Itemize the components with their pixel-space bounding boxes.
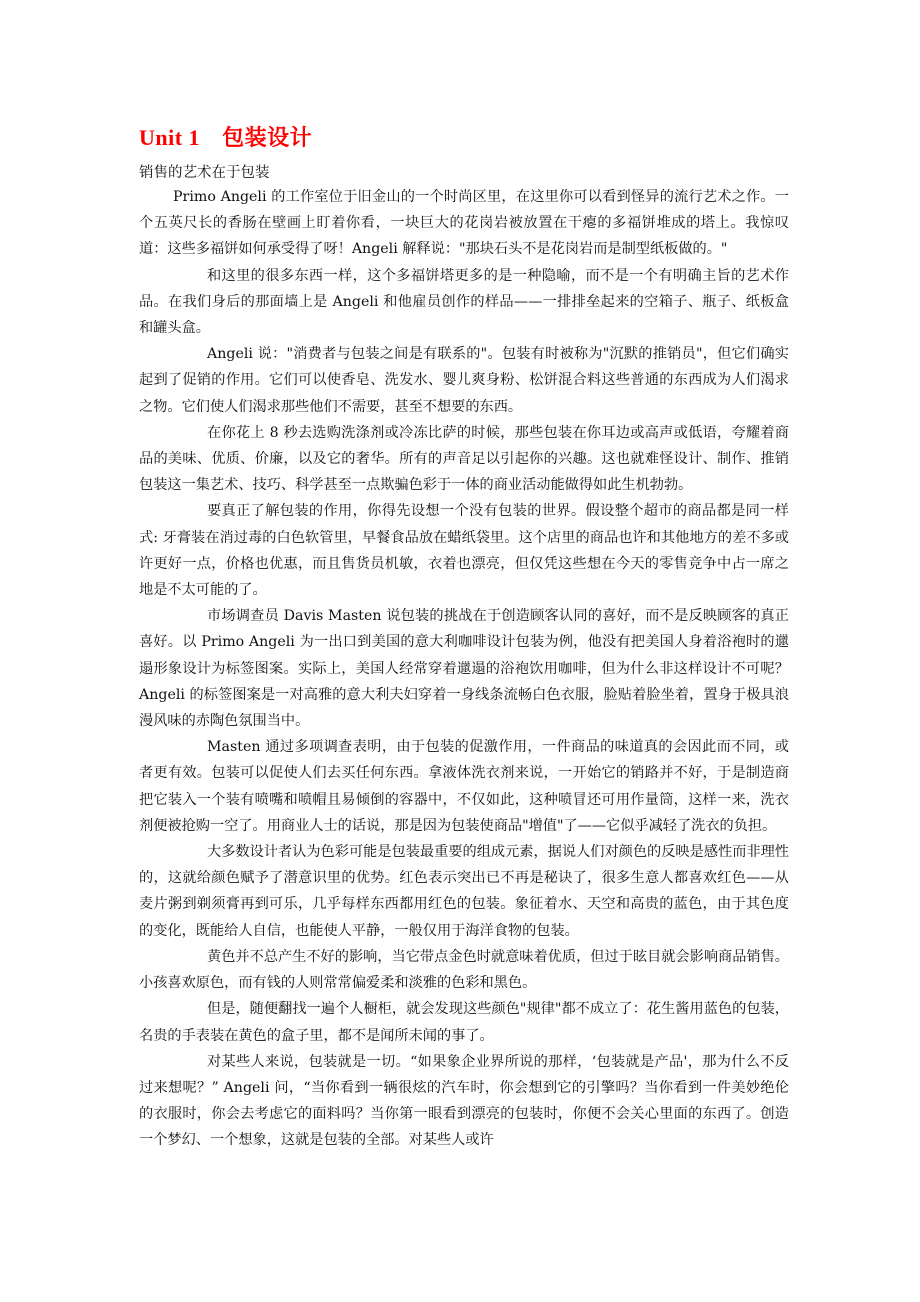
article-body	[139, 184, 789, 1154]
paragraph: 但是，随便翻找一遍个人橱柜，就会发现这些颜色"规律"都不成立了：花生酱用蓝色的包装，名贵的手表装在黄色的盒子里，都不是闻所未闻的事了。	[139, 1001, 789, 1044]
paragraph: 在你花上 8 秒去选购洗涤剂或冷冻比萨的时候，那些包装在你耳边或高声或低语，夸耀着商品的美味、优质、价廉，以及它的奢华。所有的声音足以引起你的兴趣。这也就难怪设计、制作、推销包装这一集艺术、技巧、科学甚至一点欺骗色彩于一体的商业活动能做得如此生机勃勃。	[139, 424, 789, 494]
unit-number: Unit 1	[139, 125, 201, 150]
paragraph: 要真正了解包装的作用，你得先设想一个没有包装的世界。假设整个超市的商品都是同一样式: 牙膏装在消过毒的白色软管里，早餐食品放在蜡纸袋里。这个店里的商品也许和其他地方的差不多或许更好一点，价格也优惠，而且售货员机敏，衣着也漂亮，但仅凭这些想在今天的零售竞争中占一席之地是不太可能的了。	[139, 503, 789, 599]
paragraph: Angeli 说："消费者与包装之间是有联系的"。包装有时被称为"沉默的推销员"，但它们确实起到了促销的作用。它们可以使香皂、洗发水、婴儿爽身粉、松饼混合料这些普通的东西成为人们渴求之物。它们使人们渴求那些他们不需要，甚至不想要的东西。	[139, 346, 789, 415]
page-title	[139, 121, 312, 152]
paragraph: 对某些人来说，包装就是一切。“如果象企业界所说的那样，‘包装就是产品'，那为什么不反过来想呢？” Angeli 问，“当你看到一辆很炫的汽车时，你会想到它的引擎吗？当你看到一件美妙绝伦的衣服时，你会去考虑它的面料吗？当你第一眼看到漂亮的包装时，你便不会关心里面的东西了。创造一个梦幻、一个想象，这就是包装的全部。对某些人或许	[139, 1053, 789, 1149]
paragraph: 黄色并不总产生不好的影响，当它带点金色时就意味着优质，但过于眩目就会影响商品销售。小孩喜欢原色，而有钱的人则常常偏爱柔和淡雅的色彩和黑色。	[139, 948, 789, 992]
paragraph: 大多数设计者认为色彩可能是包装最重要的组成元素，据说人们对颜色的反映是感性而非理性的，这就给颜色赋予了潜意识里的优势。红色表示突出已不再是秘诀了，很多生意人都喜欢红色——从麦片粥到剃须膏再到可乐，几乎每样东西都用红色的包装。象征着水、天空和高贵的蓝色，由于其色度的变化，既能给人自信，也能使人平静，一般仅用于海洋食物的包装。	[139, 844, 789, 939]
unit-topic: 包装设计	[222, 125, 313, 150]
paragraph: 和这里的很多东西一样，这个多福饼塔更多的是一种隐喻，而不是一个有明确主旨的艺术作品。在我们身后的那面墙上是 Angeli 和他雇员创作的样品——一排排垒起来的空箱子、瓶子、纸板盒和罐头盒。	[139, 267, 789, 337]
paragraph: Masten 通过多项调查表明，由于包装的促激作用，一件商品的味道真的会因此而不同，或者更有效。包装可以促使人们去买任何东西。拿液体洗衣剂来说，一开始它的销路并不好，于是制造商把它装入一个装有喷嘴和喷帽且易倾倒的容器中，不仅如此，这种喷冒还可用作量筒，这样一来，洗衣剂便被抢购一空了。用商业人士的话说，那是因为包装使商品"增值"了——它似乎减轻了洗衣的负担。	[139, 739, 789, 834]
section-subtitle: 销售的艺术在于包装	[139, 165, 270, 181]
paragraph: 市场调查员 Davis Masten 说包装的挑战在于创造顾客认同的喜好，而不是反映顾客的真正喜好。以 Primo Angeli 为一出口到美国的意大利咖啡设计包装为例，他没有把美国人身着浴袍时的邋遢形象设计为标签图案。实际上，美国人经常穿着邋遢的浴袍饮用咖啡，但为什么非这样设计不可呢？Angeli 的标签图案是一对高雅的意大利夫妇穿着一身线条流畅白色衣服，脸贴着脸坐着，置身于极具浪漫风味的赤陶色氛围当中。	[139, 608, 789, 730]
paragraph: Primo Angeli 的工作室位于旧金山的一个时尚区里，在这里你可以看到怪异的流行艺术之作。一个五英尺长的香肠在壁画上盯着你看，一块巨大的花岗岩被放置在干瘪的多福饼堆成的塔上。我惊叹道：这些多福饼如何承受得了呀！Angeli 解释说："那块石头不是花岗岩而是制型纸板做的。"	[139, 189, 789, 258]
